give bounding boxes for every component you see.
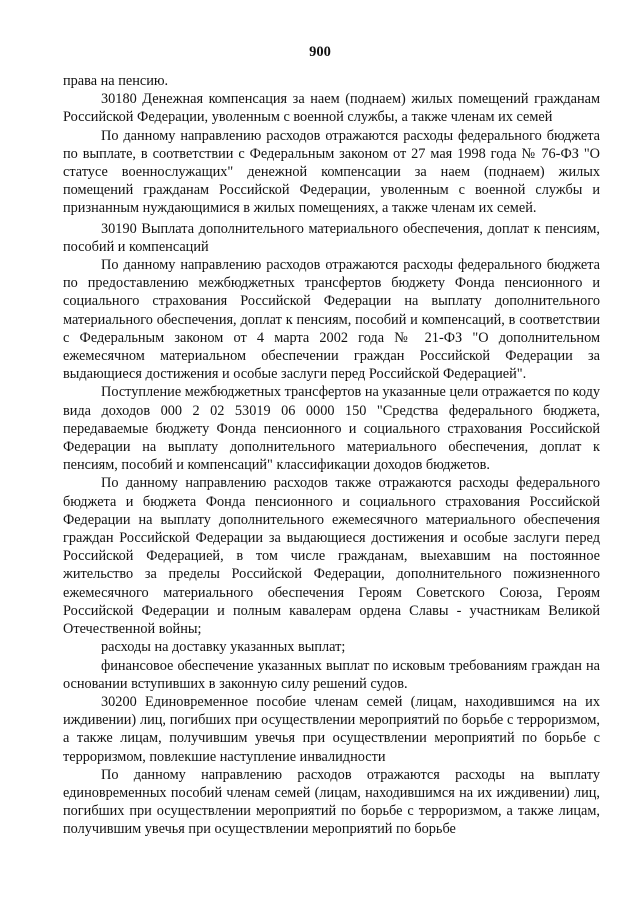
section-heading-30200: 30200 Единовременное пособие членам семей (лицам, находившимся на их иждивении) лиц, погибших при осуществлении мероприятий по борьбе с терроризмом, а также лицам, получившим увечья при осуществлении мероприятий по борьбе с терроризмом, повлекшие наступление инвалидности — [63, 693, 600, 765]
paragraph-30200-description: По данному направлению расходов отражаются расходы на выплату единовременных пособий членам семей (лицам, находившимся на их иждивении) лиц, погибших при осуществлении мероприятий по борьбе с терроризмом, а также лицам, получившим увечья при осуществлении мероприятий по борьбе — [63, 766, 600, 838]
page-number: 900 — [309, 44, 331, 60]
paragraph-30190-additional-expenses: По данному направлению расходов также отражаются расходы федерального бюджета и бюджета Фонда пенсионного и социального страхования Российской Федерации на выплату дополнительного ежемесячного материального обеспечения граждан Российской Федерации за выдающиеся достижения и особые заслуги перед Российской Федерацией, в том числе гражданам, выехавшим на постоянное жительство за пределы Российской Федерации, дополнительного пожизненного ежемесячного материального обеспечения Героям Советского Союза, Героям Российской Федерации и полным кавалерам ордена Славы - участникам Великой Отечественной войны; — [63, 475, 600, 638]
paragraph-30180-description: По данному направлению расходов отражаются расходы федерального бюджета по выплате, в соответствии с Федеральным законом от 27 мая 1998 года № 76-ФЗ "О статусе военнослужащих" денежной компенсации за наем (поднаем) жилых помещений гражданам Российской Федерации, уволенным с военной службы и признанным нуждающимися в жилых помещениях, а также членам их семей. — [63, 127, 600, 217]
section-heading-30190: 30190 Выплата дополнительного материального обеспечения, доплат к пенсиям, пособий и компенсаций — [63, 220, 600, 255]
paragraph-30190-delivery: расходы на доставку указанных выплат; — [101, 639, 346, 656]
section-heading-30180: 30180 Денежная компенсация за наем (поднаем) жилых помещений гражданам Российской Федерации, уволенным с военной службы, а также членам их семей — [63, 91, 600, 126]
paragraph-continuation: права на пенсию. — [63, 73, 169, 89]
paragraph-30190-court-decisions: финансовое обеспечение указанных выплат по исковым требованиям граждан на основании вступивших в законную силу решений судов. — [63, 657, 600, 692]
document-body — [63, 72, 600, 839]
paragraph-30190-revenue-code: Поступление межбюджетных трансфертов на указанные цели отражается по коду вида доходов 000 2 02 53019 06 0000 150 "Средства федерального бюджета, передаваемые бюджету Фонда пенсионного и социального страхования Российской Федерации на выплату дополнительного материального обеспечения, доплат к пенсиям, пособий и компенсаций" классификации доходов бюджетов. — [63, 384, 600, 474]
paragraph-30190-description: По данному направлению расходов отражаются расходы федерального бюджета по предоставлению межбюджетных трансфертов бюджету Фонда пенсионного и социального страхования Российской Федерации на выплату дополнительного материального обеспечения, доплат к пенсиям, пособий и компенсаций, в соответствии с Федеральным законом от 4 марта 2002 года № 21-ФЗ "О дополнительном ежемесячном материальном обеспечении граждан Российской Федерации за выдающиеся достижения и особые заслуги перед Российской Федерацией". — [63, 257, 600, 383]
